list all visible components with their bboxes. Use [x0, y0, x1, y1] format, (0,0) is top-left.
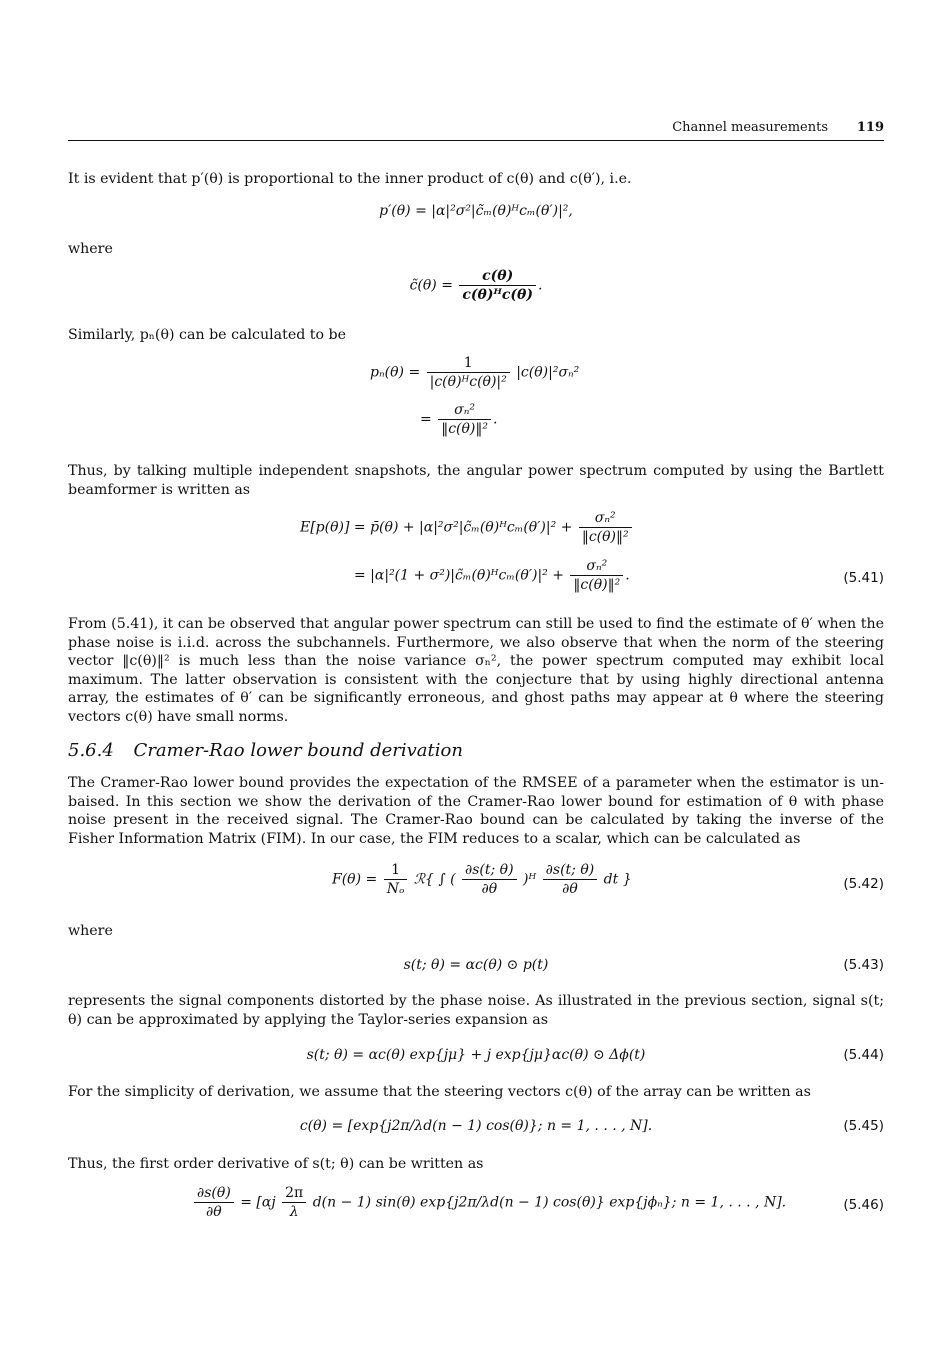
paragraph-similarly: Similarly, pₙ(θ) can be calculated to be: [68, 327, 347, 343]
equation-number: (5.43): [843, 957, 884, 973]
fraction-denominator: ∂θ: [562, 881, 578, 897]
equation-number: (5.44): [843, 1047, 884, 1063]
equation-rest: |c(θ)|²σₙ²: [516, 364, 580, 381]
equation-derivative: [68, 1185, 884, 1229]
fraction: [384, 862, 408, 897]
fraction: [543, 862, 598, 897]
fraction-denominator: Nₒ: [386, 881, 405, 897]
equation-pn-line1: [68, 355, 884, 399]
page-number: 119: [856, 120, 884, 135]
fraction-numerator: ∂s(θ): [194, 1185, 234, 1203]
fraction-numerator: ∂s(t; θ): [543, 862, 598, 880]
fraction-numerator: 1: [384, 862, 408, 880]
equation-number: (5.41): [843, 570, 884, 586]
fraction-denominator: ‖c(θ)‖²: [581, 529, 629, 545]
equation-p-prime: [68, 203, 884, 225]
equation-lhs: pₙ(θ) =: [370, 364, 421, 381]
fraction-numerator: ∂s(t; θ): [462, 862, 517, 880]
equation-pn-line2: = $\frac{\text{σₙ²}}{\text{‖c(θ)‖²}}$ .: [420, 402, 498, 437]
fraction: [579, 510, 632, 545]
equation-number: (5.45): [843, 1118, 884, 1134]
fraction: [462, 862, 517, 897]
equation-body: s(t; θ) = αc(θ) exp{jμ} + j exp{jμ}αc(θ) ⊙ Δϕ(t): [306, 1047, 646, 1063]
fraction-denominator: ∂θ: [206, 1204, 222, 1220]
equation-number: (5.46): [843, 1197, 884, 1213]
equation-taylor: [68, 1047, 884, 1069]
equation-body: s(t; θ) = αc(θ) ⊙ p(t): [403, 957, 549, 973]
fraction-numerator: σₙ²: [579, 510, 632, 528]
fraction-numerator: c(θ): [459, 268, 536, 286]
equation-lhs: E[p(θ)] = p̄(θ) + |α|²σ²|c̃ₘ(θ)ᴴcₘ(θ′)|² +: [300, 519, 573, 536]
equation-operator: ℛ{ ∫ (: [413, 871, 456, 888]
paragraph-from-5-41: From (5.41), it can be observed that angular power spectrum can still be used to find the estimate of θ′ when the phase noise is i.i.d. across the subchannels. Furthermore, we also observe that when the norm of the steering vector ‖c(θ)‖² is much less than the noise variance σₙ², the power spectrum computed may exhibit local maximum. The latter observation is consistent with the conjecture that by using highly directional antenna array, the estimates of θ′ can be significantly erroneous, and ghost paths may appear at θ where the steering vectors c(θ) have small norms.: [68, 616, 884, 725]
paragraph-simplicity: For the simplicity of derivation, we assume that the steering vectors c(θ) of the array can be written as: [68, 1084, 811, 1100]
equation-lhs: = |α|²(1 + σ²)|c̃ₘ(θ)ᴴcₘ(θ′)|² +: [354, 567, 564, 584]
paragraph-crb-intro: The Cramer-Rao lower bound provides the expectation of the RMSEE of a parameter when the estimator is un-baised. In this section we show the derivation of the Cramer-Rao lower bound for estimation of θ with phase noise present in the received signal. The Cramer-Rao bound can be calculated by taking the inverse of the Fisher Information Matrix (FIM). In our case, the FIM reduces to a scalar, which can be calculated as: [68, 775, 884, 847]
fraction: [438, 402, 491, 437]
equation-body: c(θ) = [exp{j2π/λd(n − 1) cos(θ)}; n = 1, . . . , N].: [299, 1118, 653, 1134]
equation-expectation-line2: = |α|²(1 + σ²)|c̃ₘ(θ)ᴴcₘ(θ′)|² + $\frac{\text{σₙ²}}{\text{‖c(θ)‖²}}$ . (5.41): [354, 558, 884, 593]
equation-signal: [68, 957, 884, 979]
section-number: 5.6.4: [68, 740, 114, 761]
fraction-numerator: σₙ²: [570, 558, 623, 576]
equation-mid: = [αj: [240, 1194, 276, 1211]
fraction-numerator: 2π: [282, 1185, 306, 1203]
fraction-denominator: ‖c(θ)‖²: [441, 421, 488, 437]
equation-rest: d(n − 1) sin(θ) exp{j2π/λd(n − 1) cos(θ)} exp{jϕₙ}; n = 1, . . . , N].: [312, 1194, 787, 1211]
equation-fisher-information: [68, 862, 884, 910]
equation-lhs: c̃(θ) =: [409, 277, 453, 294]
fraction-denominator: λ: [289, 1204, 299, 1220]
fraction-numerator: σₙ²: [438, 402, 491, 420]
equation-expectation-line1: [68, 510, 884, 554]
fraction-numerator: 1: [427, 355, 510, 373]
paragraph-represents: represents the signal components distorted by the phase noise. As illustrated in the previous section, signal s(t; θ) can be approximated by applying the Taylor-series expansion as: [68, 993, 884, 1028]
running-title: Channel measurements: [672, 120, 828, 135]
fraction: [194, 1185, 234, 1220]
paragraph-inner-product: It is evident that p′(θ) is proportional to the inner product of c(θ) and c(θ′), i.e.: [68, 171, 632, 187]
section-heading: [68, 740, 463, 761]
paragraph-first-order: Thus, the first order derivative of s(t; θ) can be written as: [68, 1156, 484, 1172]
fraction-denominator: ‖c(θ)‖²: [573, 577, 621, 593]
equation-c-tilde: c̃(θ) = $\frac{c(\theta)}{\text{c(θ)ᴴc(θ)}}$ .: [409, 268, 543, 303]
equation-hermitian: )ᴴ: [523, 871, 537, 888]
section-title: Cramer-Rao lower bound derivation: [133, 740, 463, 761]
equation-tail: dt }: [603, 871, 632, 888]
paragraph-where-1: where: [68, 241, 113, 257]
fraction-denominator: |c(θ)ᴴc(θ)|²: [429, 374, 507, 390]
equation-body: p′(θ) = |α|²σ²|c̃ₘ(θ)ᴴcₘ(θ′)|²,: [379, 203, 573, 219]
fraction-denominator: ∂θ: [481, 881, 498, 897]
equation-lhs: F(θ) =: [332, 871, 378, 888]
fraction: [282, 1185, 306, 1220]
fraction: [459, 268, 536, 303]
equation-steering-vector: [68, 1118, 884, 1140]
fraction-denominator: c(θ)ᴴc(θ): [462, 287, 533, 303]
fraction: [570, 558, 623, 593]
paragraph-thus-bartlett: Thus, by talking multiple independent snapshots, the angular power spectrum computed by using the Bartlett beamformer is written as: [68, 463, 884, 498]
running-header: [68, 118, 884, 141]
fraction: [427, 355, 510, 390]
paragraph-where-2: where: [68, 923, 113, 939]
equation-number: (5.42): [843, 876, 884, 892]
